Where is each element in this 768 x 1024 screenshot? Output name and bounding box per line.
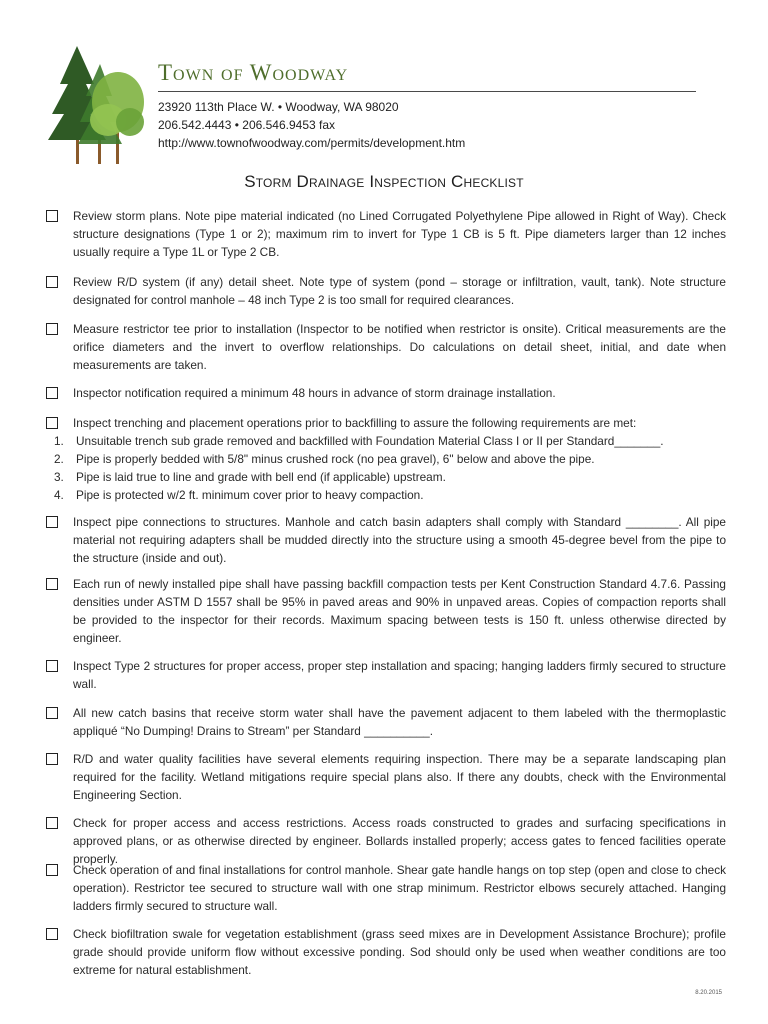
checklist-item-text: R/D and water quality facilities have several elements requiring inspection. There may be a separate landscaping plan required for the facility. Wetland mitigations require special plans also. If there any doubts, check with the Environmental Engineering Section. xyxy=(73,752,726,802)
checklist-item-text: Inspect trenching and placement operations prior to backfilling to assure the following requirements are met: xyxy=(73,416,637,430)
checklist-item-text: Each run of newly installed pipe shall have passing backfill compaction tests per Kent Construction Standard 4.7.6. Passing densities under ASTM D 1557 shall be 95% in paved areas and 90% in unpaved areas. Copies of compaction reports shall be provided to the inspector for their records. Maximum spacing between tests is 150 ft. unless otherwise directed by engineer. xyxy=(73,577,726,645)
checklist-item-text: Inspect pipe connections to structures. Manhole and catch basin adapters shall comply with Standard ________. All pipe material not requiring adapters shall be mudded directly into the structure using a smooth 45-degree bevel from the pipe to the structure (inside and out). xyxy=(73,515,726,565)
page-title: Storm Drainage Inspection Checklist xyxy=(244,172,524,191)
checklist-item-text: Inspect Type 2 structures for proper access, proper step installation and spacing; hanging ladders firmly secured to structure wall. xyxy=(73,659,726,691)
phone-line: 206.542.4443 • 206.546.9453 fax xyxy=(158,118,336,132)
checklist-item xyxy=(46,384,726,402)
checkbox[interactable] xyxy=(46,817,58,829)
checklist-item xyxy=(46,750,726,804)
checklist-item-text: Check operation of and final installations for control manhole. Shear gate handle hangs on top step (open and close to check operation). Restrictor tee secured to structure wall with one strap minimum. Restrictor elbows securely attached. Hanging ladders firmly secured to structure wall. xyxy=(73,863,726,913)
checklist-item-text: Review R/D system (if any) detail sheet. Note type of system (pond – storage or infiltration, vault, tank). Note structure designated for control manhole – 48 inch Type 2 is too small for required clearances. xyxy=(73,275,726,307)
checklist-item xyxy=(46,861,726,915)
checklist-item xyxy=(46,657,726,693)
checkbox[interactable] xyxy=(46,323,58,335)
checklist-item xyxy=(46,414,726,504)
checklist-item-text: All new catch basins that receive storm water shall have the pavement adjacent to them labeled with the thermoplastic appliqué “No Dumping! Drains to Stream” per Standard __________. xyxy=(73,706,726,738)
list-item: 2. Pipe is properly bedded with 5/8" minus crushed rock (no pea gravel), 6" below and above the pipe. xyxy=(54,452,595,466)
checklist-item xyxy=(46,273,726,309)
trees-logo-icon xyxy=(46,44,148,166)
checklist-item-text: Check biofiltration swale for vegetation establishment (grass seed mixes are in Development Assistance Brochure); profile grade should provide uniform flow without excessive ponding. Sod should only be used when weather conditions are too extreme for natural establishment. xyxy=(73,927,726,977)
checkbox[interactable] xyxy=(46,928,58,940)
checklist-item-text: Check for proper access and access restrictions. Access roads constructed to grades and surfacing specifications in approved plans, or as otherwise directed by engineer. Bollards installed properly; access gates to fenced facilities operate properly. xyxy=(73,816,726,866)
revision-date: 8.20.2015 xyxy=(695,990,722,996)
checkbox[interactable] xyxy=(46,578,58,590)
checklist-item xyxy=(46,320,726,374)
checkbox[interactable] xyxy=(46,210,58,222)
address-line: 23920 113th Place W. • Woodway, WA 98020 xyxy=(158,100,399,114)
checklist-item xyxy=(46,814,726,868)
checklist-item xyxy=(46,925,726,979)
checklist-item-text: Measure restrictor tee prior to installation (Inspector to be notified when restrictor is onsite). Critical measurements are the orifice diameters and the invert to overflow relationships. Do calculations on detail sheet, initial, and date when measurements are taken. xyxy=(73,322,726,372)
checklist-item xyxy=(46,575,726,647)
checklist-item-text: Inspector notification required a minimum 48 hours in advance of storm drainage installation. xyxy=(73,386,556,400)
checkbox[interactable] xyxy=(46,864,58,876)
checklist-item xyxy=(46,704,726,740)
header-divider xyxy=(158,91,696,92)
checkbox[interactable] xyxy=(46,387,58,399)
checklist-item-text: Review storm plans. Note pipe material indicated (no Lined Corrugated Polyethylene Pipe allowed in Right of Way). Check structure designations (Type 1 or 2); maximum rim to invert for Type 1 CB is 5 ft. Pipe diameters larger than 12 inches usually require a Type 1L or Type 2 CB. xyxy=(73,209,726,259)
checkbox[interactable] xyxy=(46,660,58,672)
list-item: 3. Pipe is laid true to line and grade with bell end (if applicable) upstream. xyxy=(54,470,446,484)
checklist-item xyxy=(46,207,726,261)
checkbox[interactable] xyxy=(46,417,58,429)
checkbox[interactable] xyxy=(46,276,58,288)
list-item: 4. Pipe is protected w/2 ft. minimum cover prior to heavy compaction. xyxy=(54,488,424,502)
list-item: 1. Unsuitable trench sub grade removed and backfilled with Foundation Material Class I or II per Standard_______. xyxy=(54,434,664,448)
requirements-list xyxy=(54,432,726,504)
checklist-item xyxy=(46,513,726,567)
checkbox[interactable] xyxy=(46,516,58,528)
checkbox[interactable] xyxy=(46,707,58,719)
checkbox[interactable] xyxy=(46,753,58,765)
town-name: Town of Woodway xyxy=(158,60,349,85)
website-url: http://www.townofwoodway.com/permits/development.htm xyxy=(158,136,466,150)
